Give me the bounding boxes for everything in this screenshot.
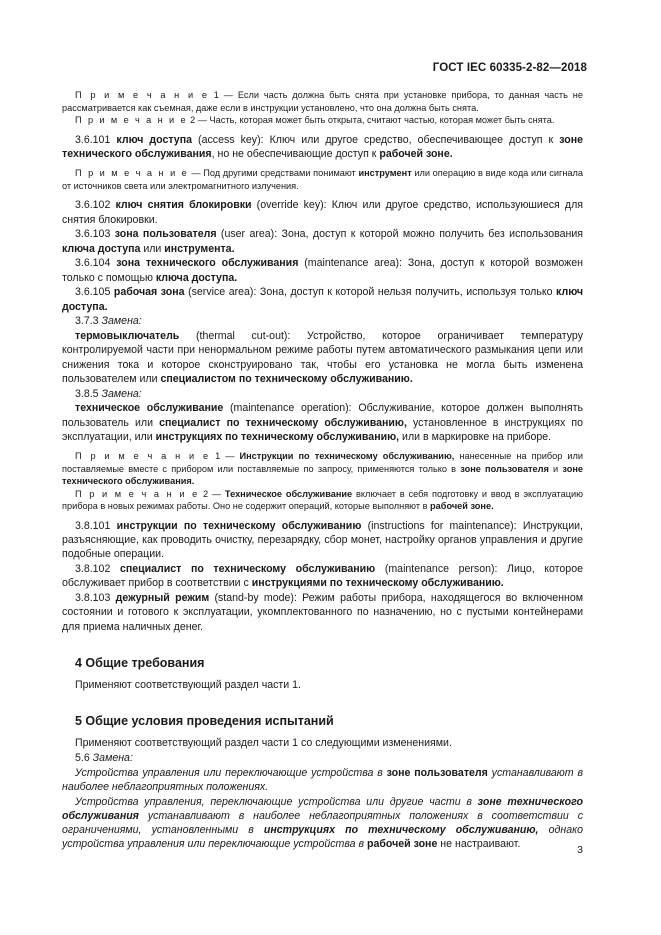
text-run: Замена:: [101, 315, 142, 328]
text-run: Применяют соответствующий раздел части 1.: [75, 678, 301, 691]
text-run: термовыключатель: [75, 330, 180, 343]
text-run: инструмент: [358, 168, 412, 179]
text-run: 3.6.103: [75, 228, 115, 241]
text-run: 3.8.101: [75, 519, 117, 532]
text-run: установленное в инструкциях по эксплуатации, или: [62, 416, 583, 443]
body-paragraph: [62, 285, 583, 313]
text-run: (maintenance area): Зона, доступ к которой возможен только с помощью: [62, 257, 583, 284]
text-run: включает в себя подготовку и ввод в эксплуатацию прибора в новых режимах работы. Оно не содержит операций, которые выполняют в: [62, 488, 583, 512]
body-paragraph: [62, 314, 583, 328]
text-run: 3.8.102: [75, 563, 120, 576]
text-run: ключ снятия блокировки: [115, 199, 252, 212]
text-run: (stand-by mode): Режим работы прибора, находящегося во включенном состоянии и готового к эксплуатации, укомплектованного по назначению, но с пустыми контейнерами для приема наличных денег.: [62, 592, 583, 633]
text-run: 3.6.105: [75, 286, 114, 299]
text-run: инструкциях по техническому обслуживанию,: [155, 430, 400, 443]
text-run: (maintenance person): Лицо, которое обслуживает прибор в соответствии с: [62, 563, 583, 590]
text-run: однако устройства управления или переключающие устройства в: [62, 823, 583, 851]
text-run: устанавливают в наиболее неблагоприятных положениях.: [62, 766, 583, 793]
text-run: 3.6.104: [75, 257, 117, 270]
text-run: (instructions for maintenance): Инструкции, разъясняющие, как проводить очистку, перезарядку, сбор монет, настройку органов управления и другие подобные операции.: [62, 519, 583, 561]
body-paragraph: [62, 329, 583, 386]
text-run: 5.6: [75, 751, 93, 764]
body-paragraph: [62, 401, 583, 444]
text-run: 3.6.102: [75, 199, 116, 212]
section-heading: 4 Общие требования: [75, 655, 205, 670]
section-heading: 5 Общие условия проведения испытаний: [75, 713, 334, 728]
text-run: (maintenance operation): Обслуживание, которое должен выполнять пользователь или: [62, 402, 583, 429]
document-header: ГОСТ IEC 60335-2-82—2018: [432, 62, 587, 74]
document-body: [62, 89, 583, 852]
text-run: 2 —: [199, 488, 225, 499]
text-run: Применяют соответствующий раздел части 1 со следующими изменениями.: [75, 736, 452, 749]
note-paragraph: [62, 167, 583, 192]
body-paragraph: [62, 795, 583, 852]
body-paragraph: [62, 256, 583, 284]
body-paragraph: [62, 198, 583, 226]
text-run: рабочая зона: [113, 286, 185, 299]
text-run: Техническое обслуживание: [224, 488, 353, 499]
body-paragraph: [62, 227, 583, 255]
text-run: Инструкции по техническому обслуживанию,: [239, 450, 455, 461]
text-run: специалистом по техническому обслуживанию.: [160, 372, 413, 385]
text-run: техническое обслуживание: [75, 402, 224, 415]
text-run: ключа доступа.: [155, 271, 238, 284]
text-run: нанесенные на прибор или поставляемые вместе с прибором или поставляемые по запросу, применяются только в: [62, 450, 583, 474]
text-run: Устройства управления, переключающие устройства или другие части в: [75, 795, 478, 808]
text-run: зона пользователя: [114, 228, 217, 241]
text-run: П р и м е ч а н и е: [75, 488, 200, 499]
text-run: П р и м е ч а н и е: [75, 450, 211, 461]
text-run: зона технического обслуживания: [116, 257, 299, 270]
text-run: 3.8.103: [75, 592, 116, 605]
text-run: дежурный режим: [115, 592, 210, 605]
text-run: 1 —: [210, 450, 240, 461]
text-run: или: [140, 242, 165, 255]
text-run: П р и м е ч а н и е: [75, 115, 188, 126]
text-run: рабочей зоне: [366, 838, 438, 851]
text-run: П р и м е ч а н и е: [75, 168, 189, 179]
text-run: инструмента.: [164, 242, 235, 255]
text-run: (service area): Зона, доступ к которой нельзя получить, используя только: [184, 286, 557, 299]
text-run: зоне пользователя: [460, 463, 549, 474]
note-paragraph: [62, 89, 583, 114]
text-run: Устройства управления или переключающие устройства в: [75, 766, 387, 779]
body-paragraph: [62, 133, 583, 161]
text-run: ключ доступа: [116, 133, 192, 146]
note-paragraph: [62, 488, 583, 513]
text-run: 3.8.5: [75, 387, 102, 400]
text-run: Замена:: [101, 387, 142, 400]
text-run: ключа доступа: [62, 242, 141, 255]
text-run: зоне технического обслуживания.: [62, 463, 583, 487]
body-paragraph: [62, 678, 583, 692]
text-run: 2 — Часть, которая может быть открыта, считают частью, которая может быть снята.: [187, 115, 555, 126]
note-paragraph: [62, 450, 583, 488]
note-paragraph: [62, 114, 583, 127]
text-run: Замена:: [92, 751, 133, 764]
body-paragraph: [62, 751, 583, 765]
text-run: , но не обеспечивающие доступ к: [211, 147, 380, 160]
text-run: и: [548, 463, 563, 474]
text-run: ключ доступа.: [62, 286, 583, 313]
text-run: зоне технического обслуживания: [62, 133, 584, 160]
body-paragraph: [62, 766, 583, 794]
body-paragraph: [62, 562, 583, 590]
text-run: инструкциях по техническому обслуживанию,: [263, 823, 539, 836]
text-run: или операцию в виде кода или сигнала от источников света или электромагнитного излучения.: [62, 168, 583, 191]
text-run: рабочей зоне.: [379, 147, 453, 160]
body-paragraph: [62, 591, 583, 634]
text-run: 3.6.101: [75, 133, 117, 146]
text-run: специалист по техническому обслуживанию: [119, 563, 376, 576]
text-run: рабочей зоне.: [430, 501, 494, 512]
text-run: П р и м е ч а н и е: [75, 90, 209, 100]
text-run: — Под другими средствами понимают: [188, 168, 359, 179]
text-run: (thermal cut-out): Устройство, которое ограничивает температуру контролируемой части при ненормальном режиме работы путем автоматического размыкания цепи или снижения тока и которое сконструировано так, чтобы его установка не могла быть изменена пользователем или: [62, 330, 583, 385]
page-number: 3: [577, 844, 583, 856]
text-run: не настраивают.: [437, 838, 521, 851]
text-run: 3.7.3: [75, 315, 102, 328]
text-run: или в маркировке на приборе.: [399, 430, 552, 443]
text-run: специалист по техническому обслуживанию,: [159, 416, 407, 429]
text-run: (override key): Ключ или другое средство, используюшиеся для снятия блокировки.: [62, 199, 583, 226]
text-run: инструкции по техническому обслуживанию: [116, 519, 362, 532]
text-run: (access key): Ключ или другое средство, обеспечивающее доступ к: [192, 133, 560, 146]
text-run: 1 — Если часть должна быть снята при установке прибора, то данная часть не рассматривается как съемная, даже если в инструкции установлено, что она должна быть снята.: [62, 90, 583, 113]
text-run: устанавливают в наиболее неблагоприятных положениях в соответствии с ограничениями, установленными в: [62, 809, 583, 836]
body-paragraph: [62, 736, 583, 750]
body-paragraph: [62, 387, 583, 401]
text-run: зоне пользователя: [386, 766, 488, 779]
text-run: зоне технического обслуживания: [62, 795, 583, 822]
body-paragraph: [62, 519, 583, 562]
text-run: инструкциями по техническому обслуживанию.: [251, 577, 504, 590]
text-run: (user area): Зона, доступ к которой можно получить без использования: [216, 228, 583, 241]
